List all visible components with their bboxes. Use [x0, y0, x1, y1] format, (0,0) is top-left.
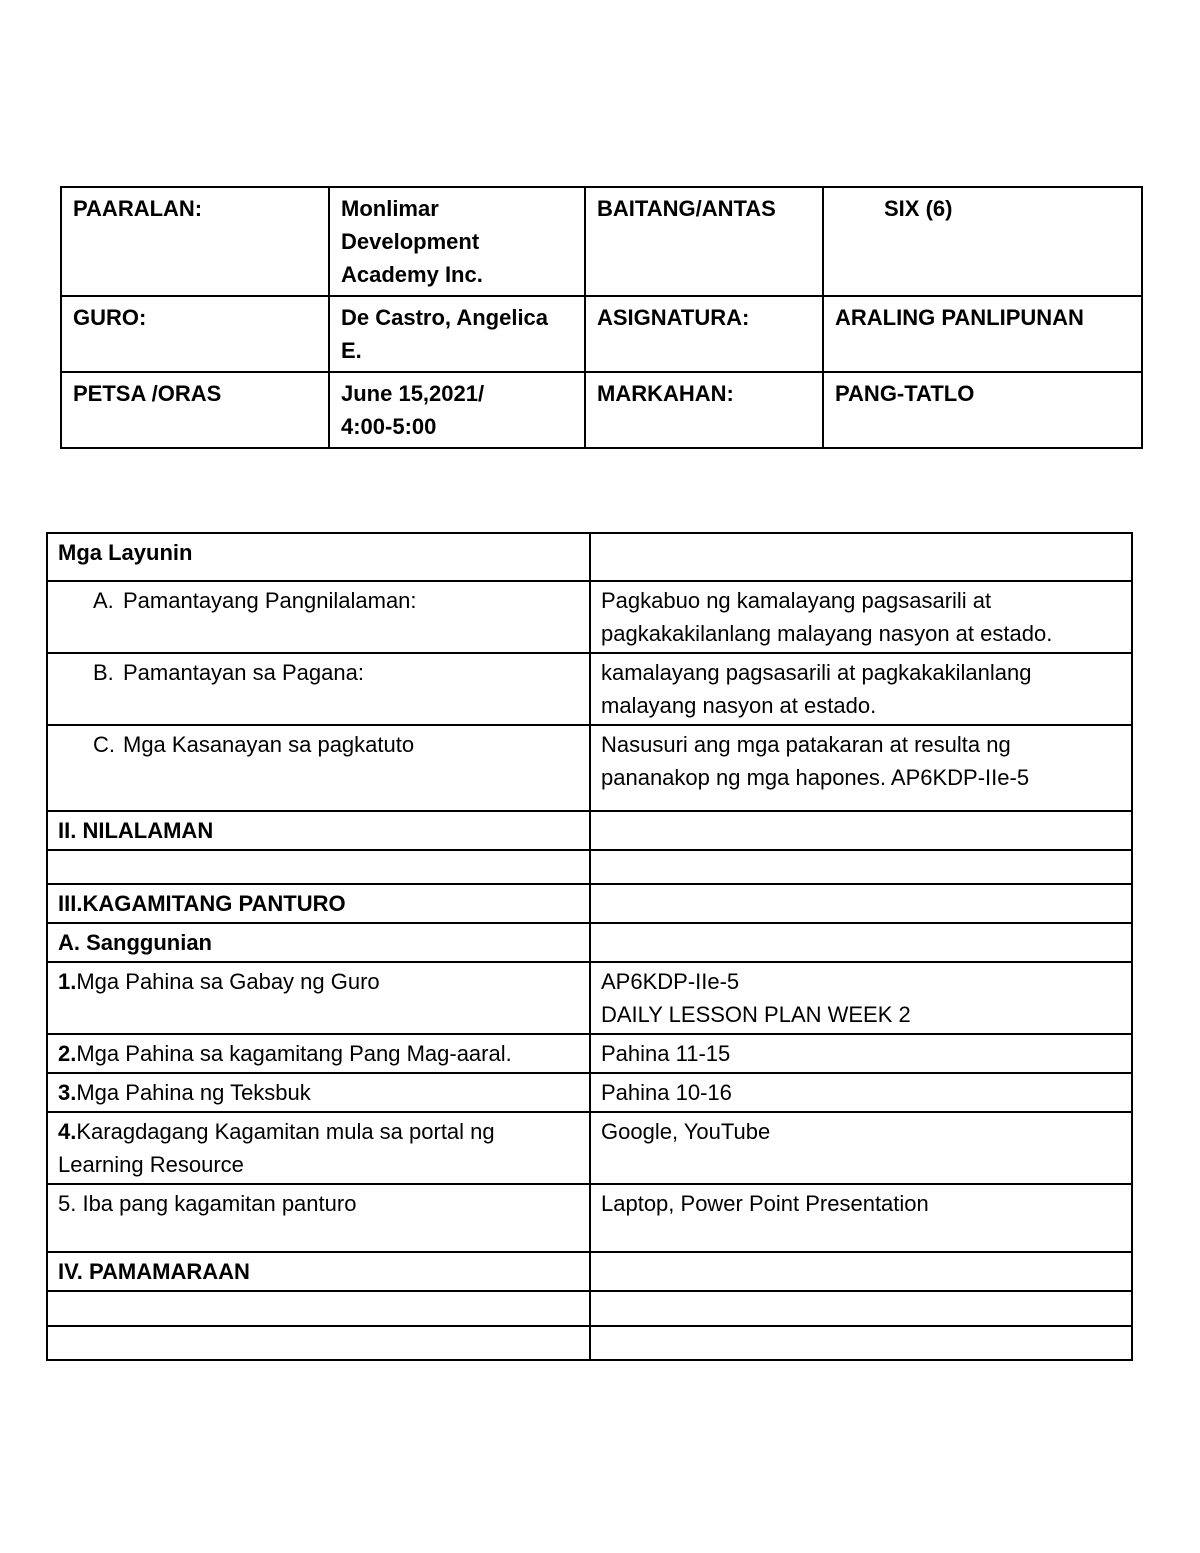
header-row-petsa — [61, 372, 1142, 448]
resource-2-value: Pahina 11-15 — [590, 1034, 1132, 1073]
resource-1-label — [47, 962, 590, 1034]
empty-cell — [590, 884, 1132, 923]
objective-a-label — [47, 581, 590, 653]
resource-2-number: 2. — [58, 1041, 77, 1066]
baitang-label: BAITANG/ANTAS — [585, 187, 823, 296]
table-row — [47, 1291, 1132, 1326]
guro-label: GURO: — [61, 296, 329, 372]
empty-cell — [590, 811, 1132, 850]
markahan-label: MARKAHAN: — [585, 372, 823, 448]
empty-cell — [590, 1291, 1132, 1326]
objective-b-label — [47, 653, 590, 725]
baitang-value: SIX (6) — [823, 187, 1142, 296]
table-row — [47, 1326, 1132, 1360]
table-row — [47, 533, 1132, 581]
table-row — [47, 581, 1132, 653]
objective-b-letter: B. — [93, 660, 114, 685]
resource-4-number: 4. — [58, 1119, 77, 1144]
table-row — [47, 884, 1132, 923]
header-row-paaralan — [61, 187, 1142, 296]
resource-1-text: Mga Pahina sa Gabay ng Guro — [76, 969, 380, 994]
paaralan-label: PAARALAN: — [61, 187, 329, 296]
resource-3-text: Mga Pahina ng Teksbuk — [76, 1080, 311, 1105]
header-table — [60, 186, 1143, 449]
objective-a-letter: A. — [93, 588, 114, 613]
resource-1-code: AP6KDP-IIe-5 — [601, 969, 740, 994]
resource-3-number: 3. — [58, 1080, 77, 1105]
table-row — [47, 1184, 1132, 1252]
empty-cell — [590, 533, 1132, 581]
pamamaraan-label: IV. PAMAMARAAN — [47, 1252, 590, 1291]
empty-cell — [47, 1326, 590, 1360]
resource-3-value: Pahina 10-16 — [590, 1073, 1132, 1112]
guro-value: De Castro, Angelica E. — [329, 296, 585, 372]
petsa-label: PETSA /ORAS — [61, 372, 329, 448]
lesson-plan-table — [46, 532, 1133, 1361]
resource-1-plan: DAILY LESSON PLAN WEEK 2 — [601, 1002, 911, 1027]
nilalaman-label: II. NILALAMAN — [47, 811, 590, 850]
resource-1-number: 1. — [58, 969, 77, 994]
objective-c-value: Nasusuri ang mga patakaran at resulta ng pananakop ng mga hapones. AP6KDP-IIe-5 — [590, 725, 1132, 811]
objective-c-label — [47, 725, 590, 811]
empty-cell — [47, 850, 590, 884]
petsa-value — [329, 372, 585, 448]
empty-cell — [590, 1326, 1132, 1360]
table-row — [47, 850, 1132, 884]
table-row — [47, 1073, 1132, 1112]
table-row — [47, 653, 1132, 725]
objective-b-text: Pamantayan sa Pagana: — [123, 660, 364, 685]
empty-cell — [590, 923, 1132, 962]
sanggunian-label: A. Sanggunian — [47, 923, 590, 962]
empty-cell — [47, 1291, 590, 1326]
table-row — [47, 725, 1132, 811]
resource-4-label — [47, 1112, 590, 1184]
objective-c-letter: C. — [93, 732, 115, 757]
table-row — [47, 811, 1132, 850]
petsa-value-date: June 15,2021/ — [341, 381, 485, 406]
petsa-value-time: 4:00-5:00 — [341, 414, 437, 439]
asignatura-label: ASIGNATURA: — [585, 296, 823, 372]
paaralan-value: Monlimar Development Academy Inc. — [329, 187, 585, 296]
resource-1-value — [590, 962, 1132, 1034]
empty-cell — [590, 1252, 1132, 1291]
resource-2-label — [47, 1034, 590, 1073]
resource-5-value: Laptop, Power Point Presentation — [590, 1184, 1132, 1252]
objective-c-text: Mga Kasanayan sa pagkatuto — [123, 732, 415, 757]
table-row — [47, 1112, 1132, 1184]
objective-b-value: kamalayang pagsasarili at pagkakakilanlang malayang nasyon at estado. — [590, 653, 1132, 725]
table-row — [47, 923, 1132, 962]
markahan-value: PANG-TATLO — [823, 372, 1142, 448]
resource-2-text: Mga Pahina sa kagamitang Pang Mag-aaral. — [76, 1041, 512, 1066]
resource-4-value: Google, YouTube — [590, 1112, 1132, 1184]
table-row — [47, 1252, 1132, 1291]
resource-3-label — [47, 1073, 590, 1112]
table-row — [47, 1034, 1132, 1073]
resource-4-text: Karagdagang Kagamitan mula sa portal ng Learning Resource — [58, 1119, 495, 1177]
resource-5-label: 5. Iba pang kagamitan panturo — [47, 1184, 590, 1252]
header-row-guro — [61, 296, 1142, 372]
table-row — [47, 962, 1132, 1034]
asignatura-value: ARALING PANLIPUNAN — [823, 296, 1142, 372]
objective-a-text: Pamantayang Pangnilalaman: — [123, 588, 417, 613]
objective-a-value: Pagkabuo ng kamalayang pagsasarili at pagkakakilanlang malayang nasyon at estado. — [590, 581, 1132, 653]
layunin-label: Mga Layunin — [47, 533, 590, 581]
empty-cell — [590, 850, 1132, 884]
kagamitan-label: III.KAGAMITANG PANTURO — [47, 884, 590, 923]
